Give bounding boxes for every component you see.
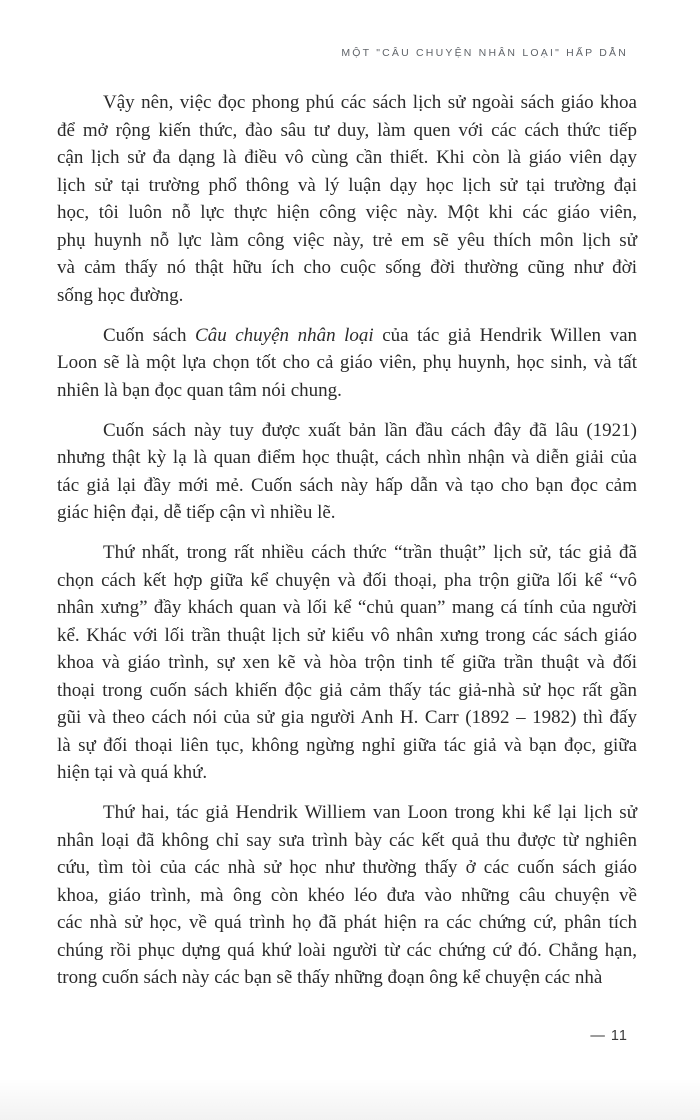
text-segment: Cuốn sách này tuy được xuất bản lần đầu cách đây đã lâu (1921) — [103, 419, 637, 441]
book-title-italic: Câu chuyện nhân loại — [195, 324, 374, 346]
text-segment: cứu, tìm tòi của các nhà sử học như thường thấy ở các cuốn sách giáo — [57, 857, 637, 878]
text-line — [57, 254, 637, 282]
text-segment: để mở rộng kiến thức, đào sâu tư duy, làm quen với các cách thức tiếp — [57, 119, 637, 141]
text-line — [57, 827, 637, 855]
text-segment: phụ huynh nỗ lực làm công việc này, trẻ em sẽ yêu thích môn lịch sử — [57, 229, 637, 251]
text-segment: nhân loại đã không chỉ say sưa trình bày các kết quả thu được từ nghiên — [57, 829, 637, 851]
text-segment: sống học đường. — [57, 284, 184, 306]
text-segment: lịch sử tại trường phổ thông và lý luận dạy học lịch sử tại trường đại — [57, 174, 637, 196]
text-line — [57, 964, 637, 992]
text-line — [57, 349, 637, 377]
text-line — [57, 882, 637, 910]
text-segment: nhiên là bạn đọc quan tâm nói chung. — [57, 379, 342, 401]
text-segment: Thứ nhất, trong rất nhiều cách thức “trần thuật” lịch sử, tác giả đã — [103, 542, 637, 563]
text-line — [57, 759, 637, 787]
text-segment: Loon sẽ là một lựa chọn tốt cho cả giáo viên, phụ huynh, học sinh, và tất — [57, 352, 637, 373]
text-segment: các nhà sử học, về quá trình họ đã phát hiện ra các chứng cứ, phân tích — [57, 912, 637, 933]
page-number: — 11 — [590, 1027, 628, 1044]
text-segment: chúng rồi phục dựng quá khứ loài người từ các chứng cứ đó. Chẳng hạn, — [57, 939, 637, 961]
text-segment: hiện tại và quá khứ. — [57, 762, 208, 783]
text-line — [57, 732, 637, 760]
text-line — [57, 472, 637, 500]
text-line — [57, 539, 637, 567]
running-title: MỘT "CÂU CHUYỆN NHÂN LOẠI" HẤP DẪN — [341, 47, 628, 59]
text-segment: nhưng thật kỳ lạ là quan điểm học thuật, cách nhìn nhận và diễn giải của — [57, 447, 637, 468]
page-body — [57, 89, 637, 992]
text-line — [57, 117, 637, 145]
text-line — [57, 499, 637, 527]
text-line — [57, 144, 637, 172]
paragraph — [57, 799, 637, 992]
text-line — [57, 622, 637, 650]
text-segment: thoại trong cuốn sách khiến độc giả cảm thấy tác giả-nhà sử học rất gần — [57, 679, 637, 701]
text-segment: gũi và theo cách nói của sử gia người Anh H. Carr (1892 – 1982) thì đấy — [57, 707, 637, 728]
paragraph — [57, 89, 637, 309]
text-line — [57, 377, 637, 405]
text-line — [57, 567, 637, 595]
text-segment: chọn cách kết hợp giữa kể chuyện và đối thoại, pha trộn giữa lối kể “vô — [57, 569, 637, 591]
text-segment: Vậy nên, việc đọc phong phú các sách lịch sử ngoài sách giáo khoa — [103, 92, 637, 113]
text-segment: nhân xưng” đầy khách quan và lối kể “chủ quan” mang cá tính của người — [57, 597, 637, 618]
text-line — [57, 444, 637, 472]
paragraph — [57, 539, 637, 787]
page-bottom-shade — [0, 1078, 700, 1120]
text-line — [57, 909, 637, 937]
text-line — [57, 704, 637, 732]
text-line — [57, 322, 637, 350]
text-line — [57, 677, 637, 705]
text-segment: cận lịch sử đa dạng là điều vô cùng cần thiết. Khi còn là giáo viên dạy — [57, 147, 637, 168]
running-header — [0, 46, 628, 60]
text-line — [57, 172, 637, 200]
text-segment: giác hiện đại, dễ tiếp cận vì nhiều lẽ. — [57, 502, 336, 523]
text-segment: khoa, giáo trình, mà ông còn khéo léo đưa vào những câu chuyện về — [57, 884, 637, 906]
text-line — [57, 89, 637, 117]
text-line — [57, 282, 637, 310]
text-line — [57, 649, 637, 677]
text-segment: Cuốn sách — [103, 324, 196, 346]
text-line — [57, 594, 637, 622]
text-segment: học, tôi luôn nỗ lực thực hiện công việc này. Một khi các giáo viên, — [57, 202, 637, 223]
text-line — [57, 799, 637, 827]
paragraph — [57, 417, 637, 527]
page-footer — [0, 1028, 628, 1044]
text-line — [57, 227, 637, 255]
text-segment: kể. Khác với lối trần thuật lịch sử kiểu vô nhân xưng trong các sách giáo — [57, 624, 637, 646]
text-line — [57, 854, 637, 882]
text-segment: tác giả lại đầy mới mẻ. Cuốn sách này hấp dẫn và tạo cho bạn đọc cảm — [57, 474, 637, 496]
text-segment: trong cuốn sách này các bạn sẽ thấy những đoạn ông kể chuyện các nhà — [57, 967, 603, 988]
text-segment: khoa và giáo trình, sự xen kẽ và hòa trộn tinh tế giữa trần thuật và đối — [57, 652, 637, 673]
paragraph — [57, 322, 637, 405]
text-segment: và cảm thấy nó thật hữu ích cho cuộc sống đời thường cũng như đời — [57, 257, 637, 278]
text-segment: Thứ hai, tác giả Hendrik Williem van Loon trong khi kể lại lịch sử — [103, 802, 637, 823]
text-line — [57, 417, 637, 445]
text-segment: của tác giả Hendrik Willen van — [373, 324, 637, 346]
text-line — [57, 937, 637, 965]
text-line — [57, 199, 637, 227]
text-segment: là sự đối thoại liên tục, không ngừng nghỉ giữa tác giả và bạn đọc, giữa — [57, 734, 637, 756]
